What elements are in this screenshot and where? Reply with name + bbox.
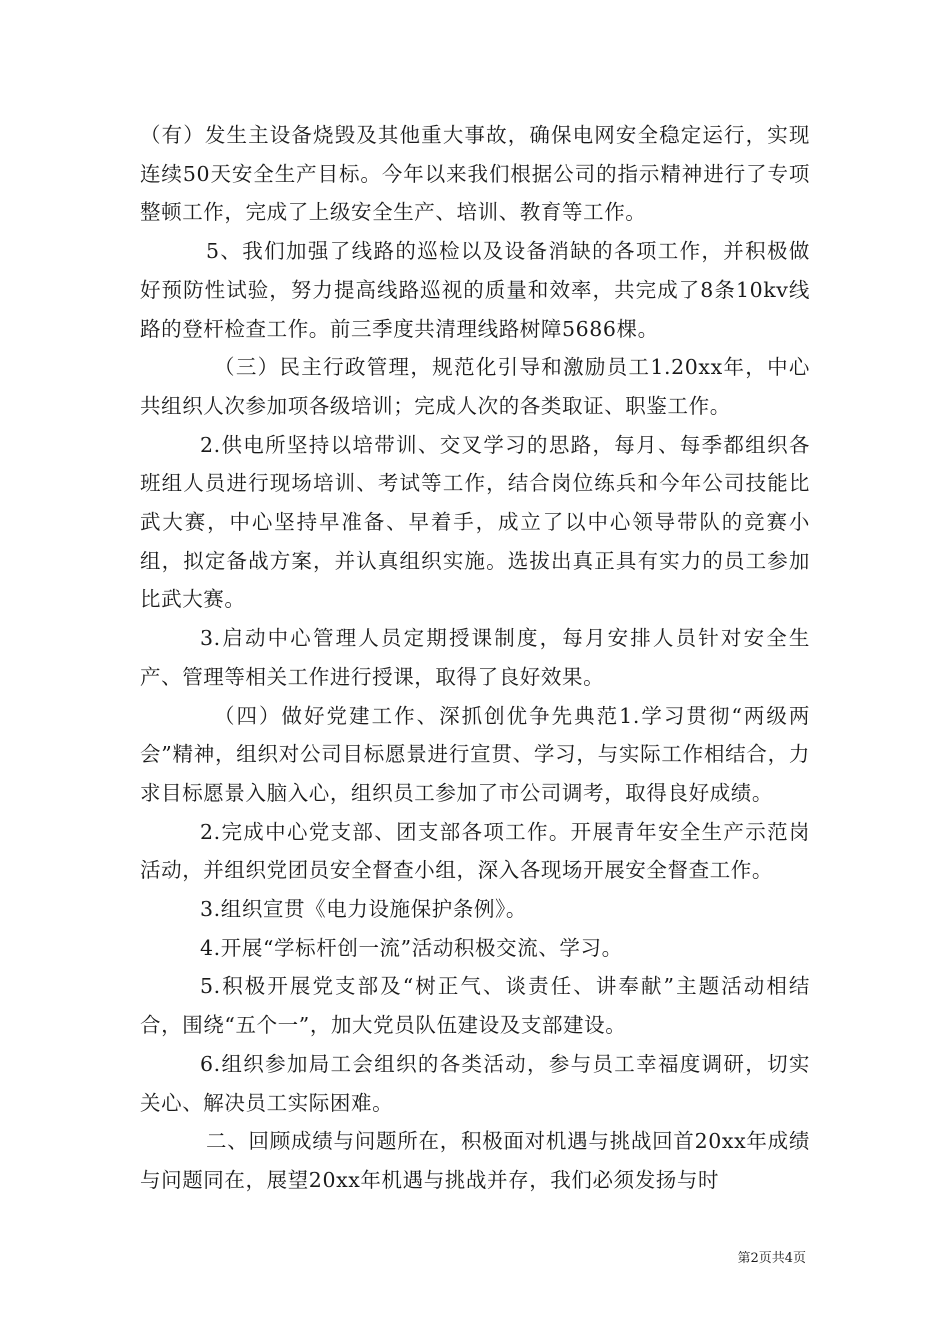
paragraph-union-activities: 6.组织参加局工会组织的各类活动，参与员工幸福度调研，切实关心、解决员工实际困难。 (140, 1051, 810, 1115)
page-number-footer: 第2页共4页 (737, 1251, 806, 1266)
paragraph-safety-goal: （有）发生主设备烧毁及其他重大事故，确保电网安全稳定运行，实现连续50天安全生产目标。今年以来我们根据公司的指示精神进行了专项整顿工作，完成了上级安全生产、培训、教育等工作。 (140, 123, 810, 225)
paragraph-admin-management: （三）民主行政管理，规范化引导和激励员工1.20xx年，中心共组织人次参加项各级培训；完成人次的各类取证、职鉴工作。 (140, 355, 810, 418)
paragraph-lecture-system: 3.启动中心管理人员定期授课制度，每月安排人员针对安全生产、管理等相关工作进行授课，取得了良好效果。 (140, 626, 810, 689)
paragraph-training: 2.供电所坚持以培带训、交叉学习的思路，每月、每季都组织各班组人员进行现场培训、考试等工作，结合岗位练兵和今年公司技能比武大赛，中心坚持早准备、早着手，成立了以中心领导带队的竞赛小组，拟定备战方案，并认真组织实施。选拔出真正具有实力的员工参加比武大赛。 (140, 432, 810, 612)
paragraph-review-section: 二、回顾成绩与问题所在，积极面对机遇与挑战回首20xx年成绩与问题同在，展望20xx年机遇与挑战并存，我们必须发扬与时 (140, 1129, 810, 1192)
document-body (140, 116, 810, 1200)
paragraph-branch-work: 2.完成中心党支部、团支部各项工作。开展青年安全生产示范岗活动，并组织党团员安全督查小组，深入各现场开展安全督查工作。 (140, 819, 810, 883)
paragraph-regulation-promotion: 3.组织宣贯《电力设施保护条例》。 (200, 897, 528, 922)
paragraph-theme-activity: 5.积极开展党支部及“树正气、谈责任、讲奉献”主题活动相结合，围绕“五个一”，加大党员队伍建设及支部建设。 (140, 974, 810, 1038)
paragraph-party-building: （四）做好党建工作、深抓创优争先典范1.学习贯彻“两级两会”精神，组织对公司目标愿景进行宣贯、学习，与实际工作相结合，力求目标愿景入脑入心，组织员工参加了市公司调考，取得良好成绩。 (140, 703, 810, 805)
paragraph-benchmark-activity: 4.开展“学标杆创一流”活动积极交流、学习。 (200, 935, 623, 960)
paragraph-line-inspection: 5、我们加强了线路的巡检以及设备消缺的各项工作，并积极做好预防性试验，努力提高线路巡视的质量和效率，共完成了8条10kv线路的登杆检查工作。前三季度共清理线路树障5686棵。 (140, 239, 810, 341)
